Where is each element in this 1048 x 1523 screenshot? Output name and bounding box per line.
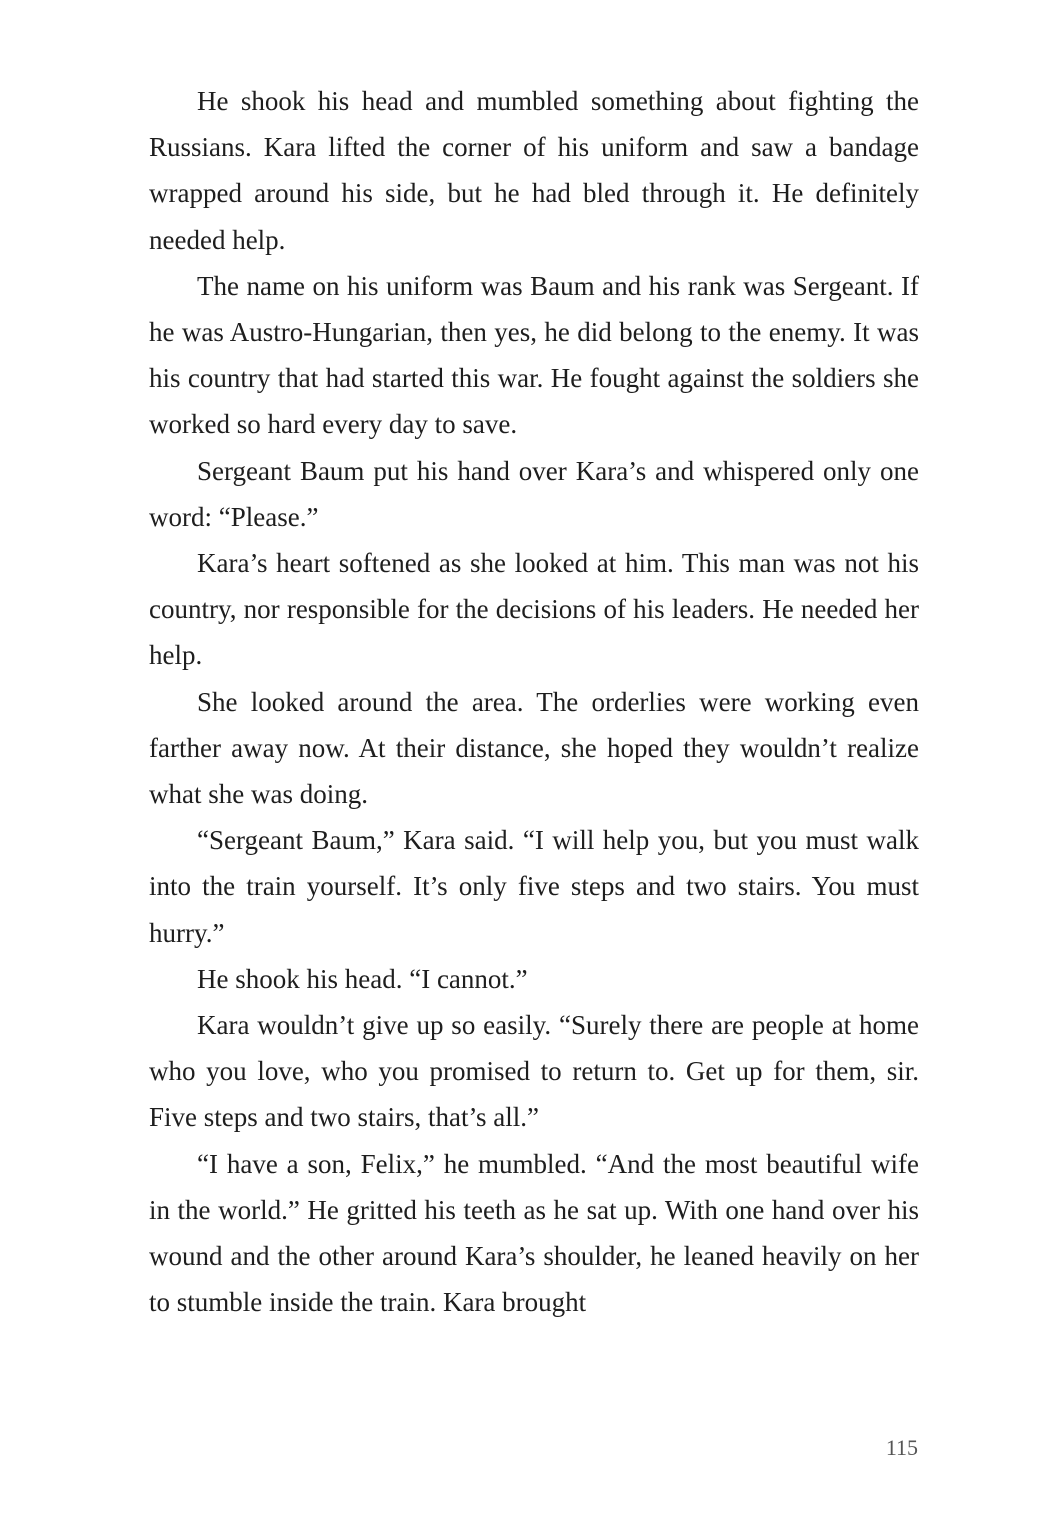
page-number: 115 — [885, 1435, 918, 1460]
body-text — [149, 78, 919, 1325]
paragraph: He shook his head and mumbled something about fighting the Russians. Kara lifted the corner of his uniform and saw a bandage wrapped around his side, but he had bled through it. He definitely needed help. — [149, 86, 919, 255]
paragraph: Kara wouldn’t give up so easily. “Surely there are people at home who you love, who you promised to return to. Get up for them, sir. Five steps and two stairs, that’s all.” — [149, 1010, 919, 1133]
paragraph: She looked around the area. The orderlies were working even farther away now. At their distance, she hoped they wouldn’t realize what she was doing. — [149, 686, 919, 810]
paragraph: The name on his uniform was Baum and his rank was Sergeant. If he was Austro-Hungarian, then yes, he did belong to the enemy. It was his country that had started this war. He fought against the soldiers she worked so hard every day to save. — [149, 270, 919, 440]
paragraph: Kara’s heart softened as she looked at him. This man was not his country, nor responsible for the decisions of his leaders. He needed her help. — [149, 548, 919, 671]
paragraph: “I have a son, Felix,” he mumbled. “And the most beautiful wife in the world.” He gritted his teeth as he sat up. With one hand over his wound and the other around Kara’s shoulder, he leaned heavily on her to stumble inside the train. Kara brought — [149, 1148, 919, 1318]
paragraph: Sergeant Baum put his hand over Kara’s and whispered only one word: “Please.” — [149, 455, 919, 532]
paragraph: He shook his head. “I cannot.” — [197, 963, 528, 994]
paragraph: “Sergeant Baum,” Kara said. “I will help you, but you must walk into the train yourself. It’s only five steps and two stairs. You must hurry.” — [149, 825, 919, 948]
